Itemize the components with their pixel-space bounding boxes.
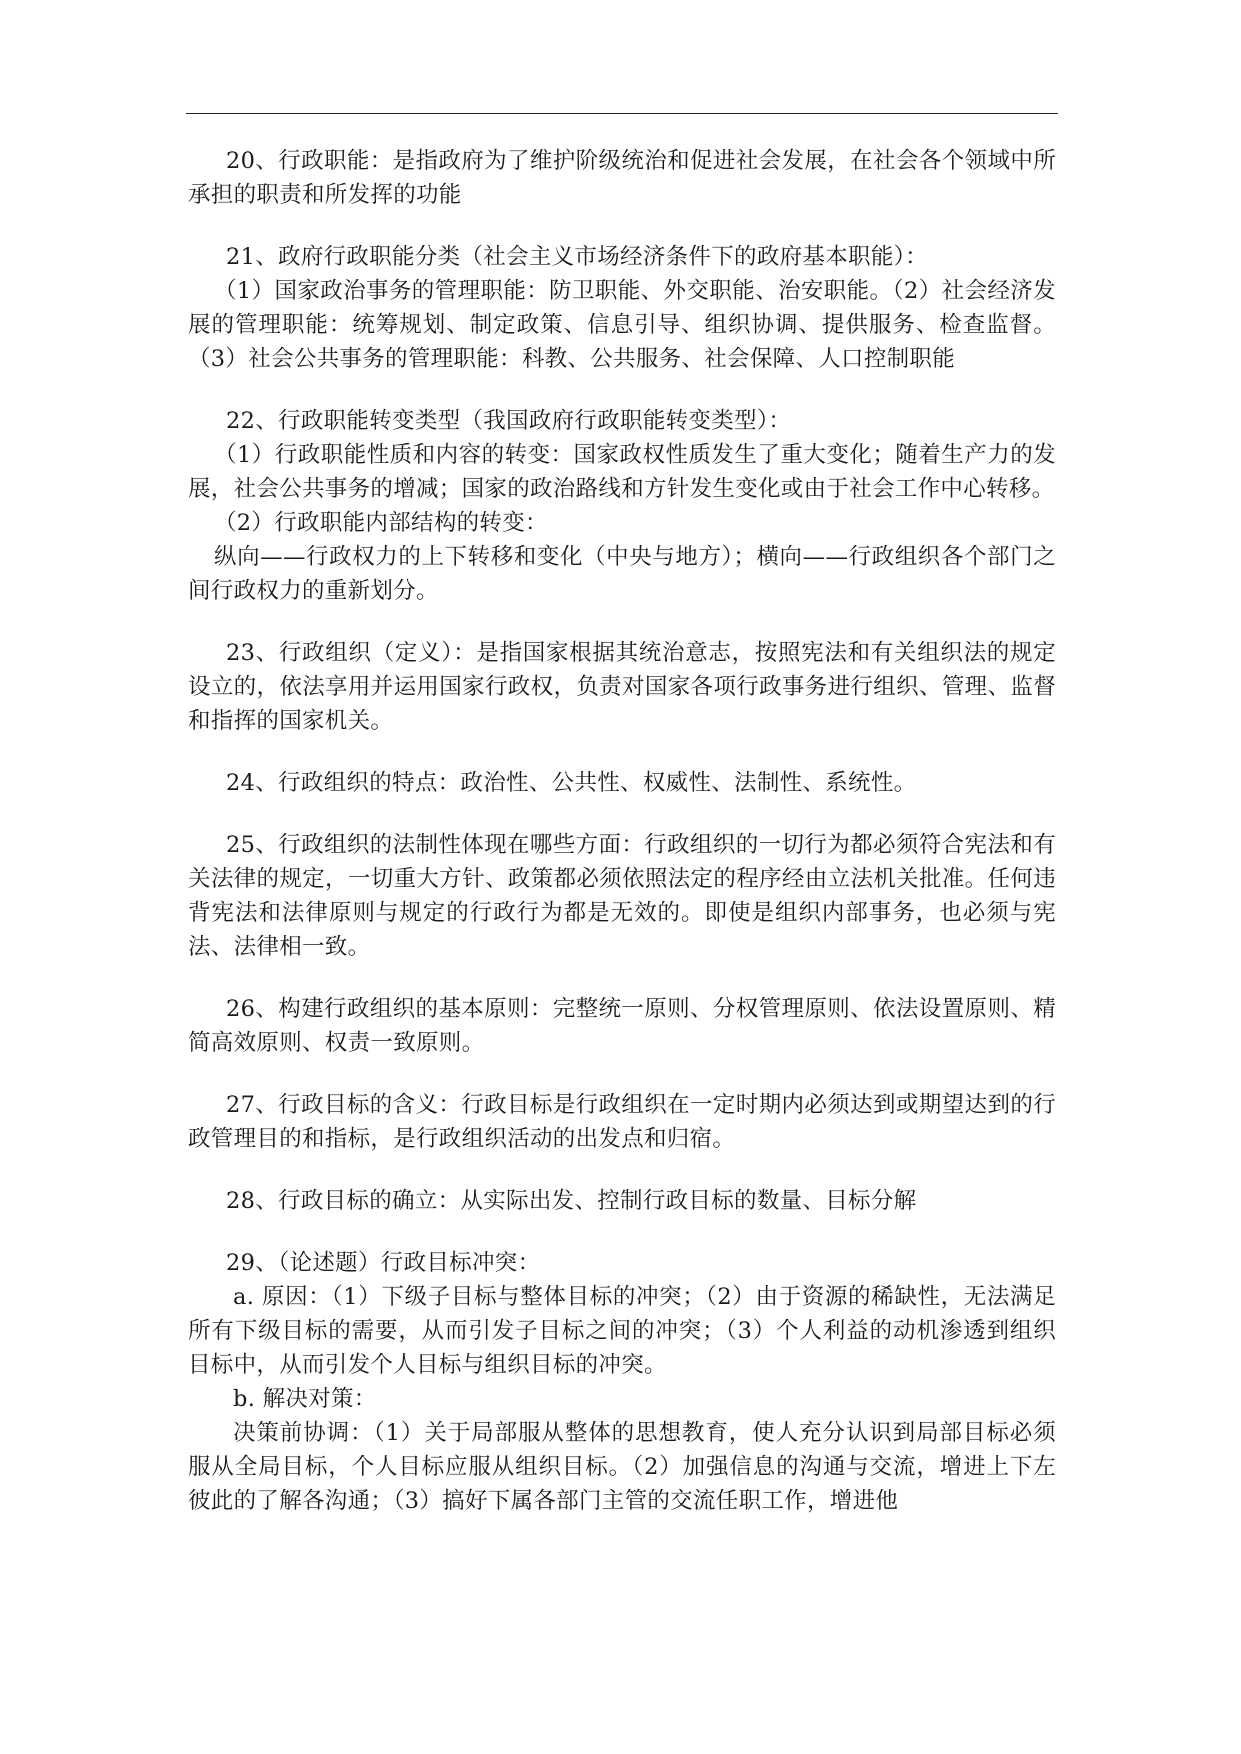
paragraph-22-heading: 22、行政职能转变类型（我国政府行政职能转变类型）：	[226, 408, 792, 434]
spacer	[188, 1060, 1056, 1088]
spacer	[188, 212, 1056, 240]
paragraph-24: 24、行政组织的特点：政治性、公共性、权威性、法制性、系统性。	[226, 770, 917, 796]
spacer	[188, 738, 1056, 766]
paragraph-27: 27、行政目标的含义：行政目标是行政组织在一定时期内必须达到或期望达到的行政管理目的和指标，是行政组织活动的出发点和归宿。	[188, 1092, 1056, 1152]
header-rule	[186, 113, 1058, 114]
spacer	[188, 608, 1056, 636]
paragraph-22-item-2: （2）行政职能内部结构的转变：	[214, 510, 548, 536]
paragraph-28: 28、行政目标的确立：从实际出发、控制行政目标的数量、目标分解	[226, 1188, 917, 1214]
paragraph-29-solution-body: 决策前协调：（1）关于局部服从整体的思想教育，使人充分认识到局部目标必须服从全局目标，个人目标应服从组织目标。（2）加强信息的沟通与交流，增进上下左彼此的了解各沟通；（3）搞好下属各部门主管的交流任职工作，增进他	[188, 1420, 1056, 1514]
paragraph-21-heading: 21、政府行政职能分类（社会主义市场经济条件下的政府基本职能）：	[226, 244, 928, 270]
spacer	[188, 1218, 1056, 1246]
paragraph-22-item-1: （1）行政职能性质和内容的转变：国家政权性质发生了重大变化；随着生产力的发展，社会公共事务的增减；国家的政治路线和方针发生变化或由于社会工作中心转移。	[188, 442, 1056, 502]
paragraph-29-cause: a. 原因：（1）下级子目标与整体目标的冲突；（2）由于资源的稀缺性，无法满足所有下级目标的需要，从而引发子目标之间的冲突；（3）个人利益的动机渗透到组织目标中，从而引发个人目标与组织目标的冲突。	[188, 1284, 1056, 1378]
paragraph-21-body: （1）国家政治事务的管理职能：防卫职能、外交职能、治安职能。（2）社会经济发展的管理职能：统筹规划、制定政策、信息引导、组织协调、提供服务、检查监督。（3）社会公共事务的管理职能：科教、公共服务、社会保障、人口控制职能	[188, 278, 1056, 372]
paragraph-25: 25、行政组织的法制性体现在哪些方面：行政组织的一切行为都必须符合宪法和有关法律的规定，一切重大方针、政策都必须依照法定的程序经由立法机关批准。任何违背宪法和法律原则与规定的行政行为都是无效的。即使是组织内部事务，也必须与宪法、法律相一致。	[188, 832, 1056, 960]
spacer	[188, 800, 1056, 828]
paragraph-26: 26、构建行政组织的基本原则：完整统一原则、分权管理原则、依法设置原则、精简高效原则、权责一致原则。	[188, 996, 1056, 1056]
spacer	[188, 1156, 1056, 1184]
paragraph-29-heading: 29、（论述题）行政目标冲突：	[226, 1250, 541, 1276]
paragraph-29-solution-heading: b. 解决对策：	[233, 1386, 377, 1412]
spacer	[188, 964, 1056, 992]
paragraph-20: 20、行政职能：是指政府为了维护阶级统治和促进社会发展，在社会各个领域中所承担的职责和所发挥的功能	[188, 148, 1056, 208]
spacer	[188, 376, 1056, 404]
paragraph-22-item-2-body: 纵向——行政权力的上下转移和变化（中央与地方）；横向——行政组织各个部门之间行政权力的重新划分。	[188, 544, 1056, 604]
document-body	[188, 144, 1056, 1518]
paragraph-23: 23、行政组织（定义）：是指国家根据其统治意志，按照宪法和有关组织法的规定设立的，依法享用并运用国家行政权，负责对国家各项行政事务进行组织、管理、监督和指挥的国家机关。	[188, 640, 1056, 734]
